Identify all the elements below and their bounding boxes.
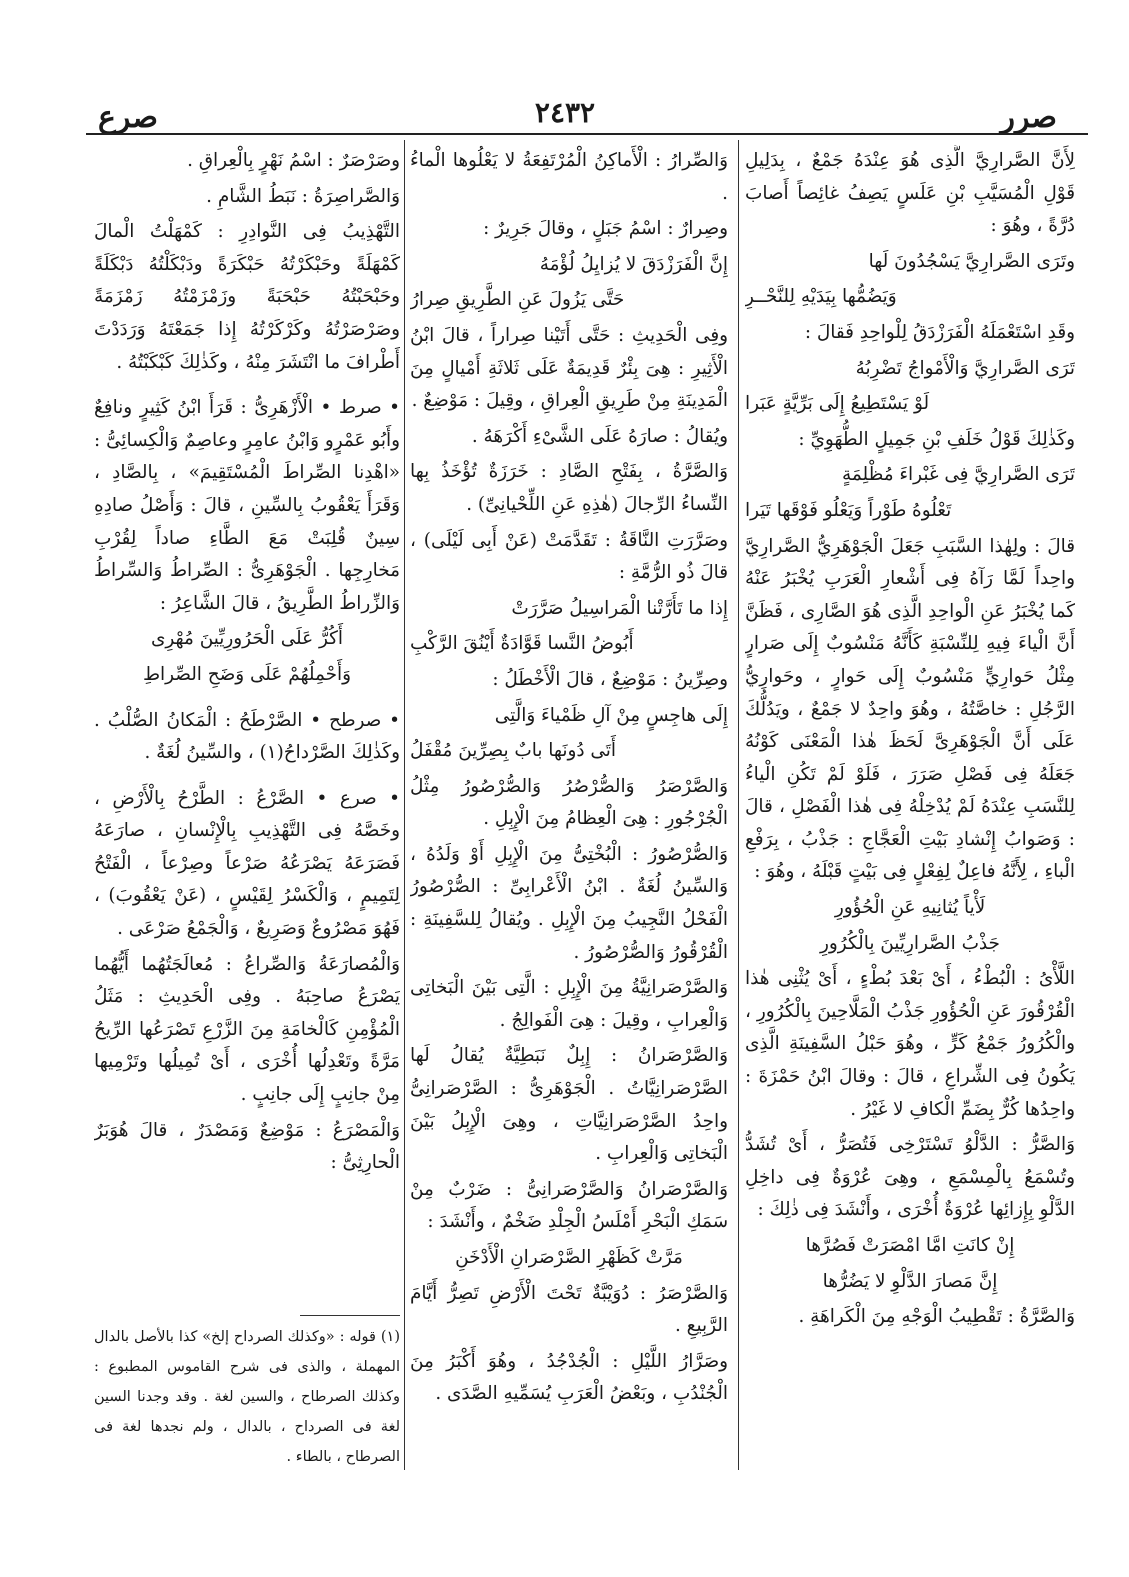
verse-line: لَوْ يَسْتَطِيعُ إِلَى بَرِّيَّةٍ عَبَرا bbox=[745, 393, 930, 415]
verse-line: وَيَضُمُّها بِيَدَيْهِ لِلنَّحْــرِ bbox=[745, 286, 897, 308]
footnote: (١) قوله : «وكذلك الصرداح إلخ» كذا بالأصل بالدال المهملة ، والذى فى شرح القاموس المطبوع : وكذلك الصرطاح ، والسين لغة . وقد وجدنا السين لغة فى الصرداح ، بالدال ، ولم نجدها لغة فى الصرطاح ، بالطاء . bbox=[94, 1329, 400, 1465]
paragraph: وَالْمَصْرَعُ : مَوْضِعٌ وَمَصْدَرٌ ، قالَ هُوَبَرٌ الْحارِثِىُّ : bbox=[94, 1119, 400, 1174]
paragraph: وكَذٰلِكَ قَوْلُ خَلَفِ بْنِ جَمِيلٍ الطُّهَوِيِّ : bbox=[798, 428, 1075, 450]
verse-line: إِنْ كانَتِ امَّا امْصَرَتْ فَصُرَّها bbox=[805, 1235, 1015, 1256]
paragraph: وَالصَّرَّةُ ، بِفَتْحِ الصَّادِ : خَرَزَةٌ تُؤْخَذُ بِها النِّساءُ الرِّجالَ (هٰذِهِ عَنِ اللِّحْيانِىِّ) . bbox=[410, 461, 728, 515]
entry-sara: • صرع • الصَّرْعُ : الطَّرْحُ بِالْأَرْضِ ، وخَصَّهُ فِى التَّهْذِيبِ بِالْإِنْسانِ ، صارَعَهُ فَصَرَعَهُ يَصْرَعُهُ صَرْعاً وصِرْعاً ، الْفَتْحُ لِتَمِيمٍ ، وَالْكَسْرُ لِقَيْسٍ ، (عَنْ يَعْقُوبَ) ، فَهُوَ مَصْرُوعٌ وَصَرِيعٌ ، وَالْجَمْعُ صَرْعَى . bbox=[94, 787, 400, 940]
verse-line: حَتَّى يَزُولَ عَنِ الطَّرِيقِ صِرارُ bbox=[410, 289, 625, 311]
paragraph: وصَرَّارُ اللَّيْلِ : الْجُدْجُدُ ، وهُوَ أَكْبَرُ مِنَ الْجُنْدُبِ ، وبَعْضُ الْعَرَبِ يُسَمِّيهِ الصَّدَى . bbox=[410, 1350, 728, 1405]
verse-line: وتَرَى الصَّرارِيَّ يَسْجُدُونَ لَها bbox=[868, 250, 1075, 272]
paragraph: وفِى الْحَدِيثِ : حَتَّى أَتَيْنا صِراراً ، قالَ ابْنُ الْأَثِيرِ : هِىَ بِئْرٌ قَدِيمَةٌ عَلَى ثَلاثَةِ أَمْيالٍ مِنَ الْمَدِينَةِ مِنْ طَرِيقِ الْعِراقِ ، وقِيلَ : مَوْضِعٌ . bbox=[410, 324, 728, 412]
entry-sartah: • صرطح • الصَّرْطَحُ : الْمَكانُ الصُّلْبُ . وكَذٰلِكَ الصَّرْداحُ(١) ، والسِّينُ لُغَةٌ . bbox=[94, 709, 400, 764]
paragraph: اللَّأْىُ : الْبُطْءُ ، أَىْ بَعْدَ بُطْءٍ ، أَىْ يُثْنِى هٰذا الْقُرْقُورَ عَنِ الْحُؤُورِ جَذْبُ الْمَلَّاحِينَ بِالْكُرُورِ ، والْكُرُورُ جَمْعُ كَرٍّ ، وهُوَ حَبْلُ السَّفِينَةِ الَّذِى يَكُونُ فِى الشِّراعِ ، قالَ : وقالَ ابْنُ حَمْزَةَ : واحِدُها كُرٌّ بِضَمِّ الْكافِ لا غَيْرُ . bbox=[745, 968, 1075, 1120]
paragraph: وصِرارٌ : اسْمُ جَبَلٍ ، وقالَ جَرِيرٌ : bbox=[483, 218, 728, 240]
header-rule bbox=[86, 133, 1088, 135]
verse-line: إِنَّ مَصارَ الدَّلْوِ لا يَضُرُّها bbox=[822, 1270, 998, 1292]
column-middle bbox=[410, 145, 728, 1465]
paragraph: وَالصَّرْصَرُ وَالصُّرْصُرُ وَالصُّرْصُورُ مِثْلُ الْجُرْجُورِ : هِىَ الْعِظامُ مِنَ الْإِبِلِ . bbox=[410, 775, 728, 830]
verse-line: إِنَّ الْفَرَزْدَقَ لا يُزايِلُ لُؤْمَهُ bbox=[539, 253, 728, 275]
verse-line: أَبُوضُ النَّسا قَوَّادَةٌ أَيْنُقَ الرَّكْبِ bbox=[410, 633, 634, 655]
column-right bbox=[745, 145, 1075, 1465]
verse-line: تَرَى الصَّرارِيَّ وَالْأَمْواجُ تَضْرِبُهُ bbox=[855, 357, 1075, 379]
paragraph: وَالصَّرَّةُ : تَقْطِيبُ الْوَجْهِ مِنَ الْكَراهَةِ . bbox=[798, 1306, 1075, 1328]
verse-line: أَكُرُّ عَلَى الْحَرُورِيِّينَ مُهْرِى bbox=[151, 628, 343, 650]
paragraph: وَالصَّرْصَرانُ : إِبِلٌ نَبَطِيَّةٌ يُقالُ لَها الصَّرْصَرانِيَّاتُ . الْجَوْهَرِىُّ : الصَّرْصَرانِىُّ واحِدُ الصَّرْصَرانِيَّاتِ ، وهِىَ الْإِبِلُ بَيْنَ الْبَخاتِى وَالْعِرابِ . bbox=[410, 1045, 728, 1165]
running-head-right: صرر bbox=[1000, 100, 1057, 135]
verse-line: إِلَى هاجِسٍ مِنْ آلِ ظَمْياءَ وَالَّتِى bbox=[494, 704, 728, 726]
verse-line: تَعْلُوهُ طَوْراً وَيَعْلُو فَوْقَها تَيَرا bbox=[745, 499, 952, 521]
paragraph: وَالصَّراصِرَةُ : نَبَطُ الشَّامِ . bbox=[206, 185, 400, 207]
verse-line: وَأَحْمِلُهُمْ عَلَى وَضَحِ الصِّراطِ bbox=[142, 663, 352, 685]
column-divider bbox=[738, 140, 739, 1470]
paragraph: وَالصَّرْصَرُ : دُوَيْبَّةٌ تَحْتَ الْأَرْضِ تَصِرُّ أَيَّامَ الرَّبِيعِ . bbox=[410, 1282, 728, 1337]
running-head-left: صرع bbox=[98, 100, 158, 135]
paragraph: وَالصَّرْصَرانُ وَالصَّرْصَرانِىُّ : ضَرْبٌ مِنْ سَمَكِ الْبَحْرِ أَمْلَسُ الْجِلْدِ ضَخْمٌ ، وأَنْشَدَ : bbox=[410, 1178, 728, 1233]
paragraph: وصَرَّرَتِ النَّاقَةُ : تَقَدَّمَتْ (عَنْ أَبِى لَيْلَى) ، قالَ ذُو الرُّمَّةِ : bbox=[410, 529, 728, 584]
paragraph: قالَ : ولِهٰذا السَّبَبِ جَعَلَ الْجَوْهَرِيُّ الصَّرارِيَّ واحِداً لَمَّا رَآهُ فِى أَشْعارِ الْعَرَبِ يُخْبَرُ عَنْهُ كَما يُخْبَرُ عَنِ الْواحِدِ الَّذِى هُوَ الصَّارِى ، فَظَنَّ أَنَّ الْياءَ فِيهِ لِلنِّسْبَةِ كَأَنَّهُ مَنْسُوبٌ إِلَى صَرارٍ مِثْلُ حَوارِيٍّ مَنْسُوبٌ إِلَى حَوارٍ ، وحَوارِيُّ الرَّجُلِ : خاصَّتُهُ ، وهُوَ واحِدٌ لا جَمْعٌ ، ويَدُلُّكَ عَلَى أَنَّ الْجَوْهَرِىَّ لَحَظَ هٰذا الْمَعْنَى كَوْنُهُ جَعَلَهُ فِى فَصْلِ صَرَرَ ، فَلَوْ لَمْ تَكُنِ الْياءُ لِلنَّسَبِ عِنْدَهُ لَمْ يُدْخِلْهُ فِى هٰذا الْفَصْلِ ، قالَ : وَصَوابُ إِنْشادِ بَيْتِ الْعَجَّاجِ : جَذْبُ ، بِرَفْعِ الْباءِ ، لِأَنَّهُ فاعِلٌ لِفِعْلٍ فِى بَيْتٍ قَبْلَهُ ، وهُوَ : bbox=[745, 535, 1075, 883]
paragraph: وَالصِّرارُ : الْأَماكِنُ الْمُرْتَفِعَةُ لا يَعْلُوها الْماءُ . bbox=[410, 150, 728, 204]
paragraph: التَّهْذِيبُ فِى النَّوادِرِ : كَمْهَلْتُ الْمالَ كَمْهَلَةً وحَبْكَرْتُهُ حَبْكَرَةً ودَبْكَلْتُهُ دَبْكَلَةً وحَبْحَبْتُهُ حَبْحَبَةً وزَمْزَمْتُهُ زَمْزَمَةً وصَرْصَرْتُهُ وكَرْكَرْتُهُ إِذا جَمَعْتَهُ وَرَدَدْتَ أَطْرافَ ما انْتَشَرَ مِنْهُ ، وكَذٰلِكَ كَبْكَبْتُهُ . bbox=[94, 221, 400, 373]
paragraph: وصَرْصَرٌ : اسْمُ نَهْرٍ بِالْعِراقِ . bbox=[187, 150, 400, 171]
paragraph: وَالصَّرُّ : الدَّلْوُ تَسْتَرْخِى فَتُصَرُّ ، أَىْ تُشَدُّ وتُسْمَعُ بِالْمِسْمَعِ ، وهِىَ عُرْوَةٌ فِى داخِلِ الدَّلْوِ بِإِزائِها عُرْوَةٌ أُخْرَى ، وأَنْشَدَ فِى ذٰلِكَ : bbox=[745, 1134, 1075, 1221]
paragraph: ويُقالُ : صارَهُ عَلَى الشَّىْءِ أَكْرَهَهُ . bbox=[471, 425, 728, 447]
column-divider bbox=[404, 140, 405, 1470]
footnote-rule bbox=[300, 1315, 400, 1316]
paragraph: وَالْمُصارَعَةُ وَالصِّراعُ : مُعالَجَتُهُما أَيُّهُما يَصْرَعُ صاحِبَهُ . وفِى الْحَدِيثِ : مَثَلُ الْمُؤْمِنِ كَالْخامَةِ مِنَ الزَّرْعِ تَصْرَعُها الرِّيحُ مَرَّةً وتَعْدِلُها أُخْرَى ، أَىْ تُمِيلُها وتَرْمِيها مِنْ جانِبٍ إِلَى جانِبٍ . bbox=[94, 953, 400, 1106]
paragraph: وقَدِ اسْتَعْمَلَهُ الْفَرَزْدَقُ لِلْواحِدِ فَقالَ : bbox=[804, 321, 1075, 343]
verse-line: تَرَى الصَّرارِيَّ فِى غَبْراءَ مُظْلِمَةٍ bbox=[842, 464, 1075, 486]
verse-line: إِذا ما تَأَرَّتْنا الْمَراسِيلُ صَرَّرَتْ bbox=[511, 597, 728, 619]
verse-line: أَتَى دُونَها بابٌ بِصِرِّينَ مُقْفَلُ bbox=[410, 740, 616, 762]
column-left bbox=[94, 145, 400, 1465]
verse-line: مَرَّتْ كَظَهْرِ الصَّرْصَرانِ الْأَدْخَنِ bbox=[455, 1247, 683, 1268]
verse-line: جَذْبُ الصَّرارِيِّينَ بِالْكُرُورِ bbox=[820, 932, 1000, 954]
paragraph: لِأَنَّ الصَّرارِيَّ الَّذِى هُوَ عِنْدَهُ جَمْعٌ ، بِدَلِيلِ قَوْلِ الْمُسَيَّبِ بْنِ عَلَسٍ يَصِفُ غائِصاً أَصابَ دُرَّةً ، وهُوَ : bbox=[745, 150, 1075, 237]
verse-line: لَأْياً يُثانِيهِ عَنِ الْحُؤُورِ bbox=[834, 897, 986, 919]
paragraph: وَالصَّرْصَرانِيَّةُ مِنَ الْإِبِلِ : الَّتِى بَيْنَ الْبَخاتِى وَالْعِرابِ ، وقِيلَ : هِىَ الْفَوالِجُ . bbox=[410, 977, 728, 1031]
paragraph: وَالصُّرْصُورُ : الْبُخْتِىُّ مِنَ الْإِبِلِ أَوْ وَلَدُهُ ، وَالسِّينُ لُغَةٌ . ابْنُ الْأَعْرابِىِّ : الصُّرْصُورُ الْفَحْلُ النَّجِيبُ مِنَ الْإِبِلِ . ويُقالُ لِلسَّفِينَةِ : الْقُرْقُورُ وَالصُّرْصُورُ . bbox=[410, 843, 728, 963]
paragraph: وصِرِّينُ : مَوْضِعٌ ، قالَ الْأَخْطَلُ : bbox=[492, 668, 728, 690]
page-number: ٢٤٣٢ bbox=[534, 96, 596, 129]
entry-sirat: • صرط • الْأَزْهَرِىُّ : قَرَأَ ابْنُ كَثِيرٍ ونافِعٌ وأَبُو عَمْرٍو وَابْنُ عامِرٍ وعاصِمٌ وَالْكِسائِىُّ : «اهْدِنا الصِّراطَ الْمُسْتَقِيمَ» ، بِالصَّادِ ، وَقَرَأَ يَعْقُوبُ بِالسِّينِ ، قالَ : وَأَصْلُ صادِهِ سِينٌ قُلِبَتْ مَعَ الطَّاءِ صاداً لِقُرْبِ مَخارِجِها . الْجَوْهَرِىُّ : الصِّراطُ وَالسِّراطُ وَالزِّراطُ الطَّرِيقُ ، قالَ الشَّاعِرُ : bbox=[94, 397, 400, 614]
